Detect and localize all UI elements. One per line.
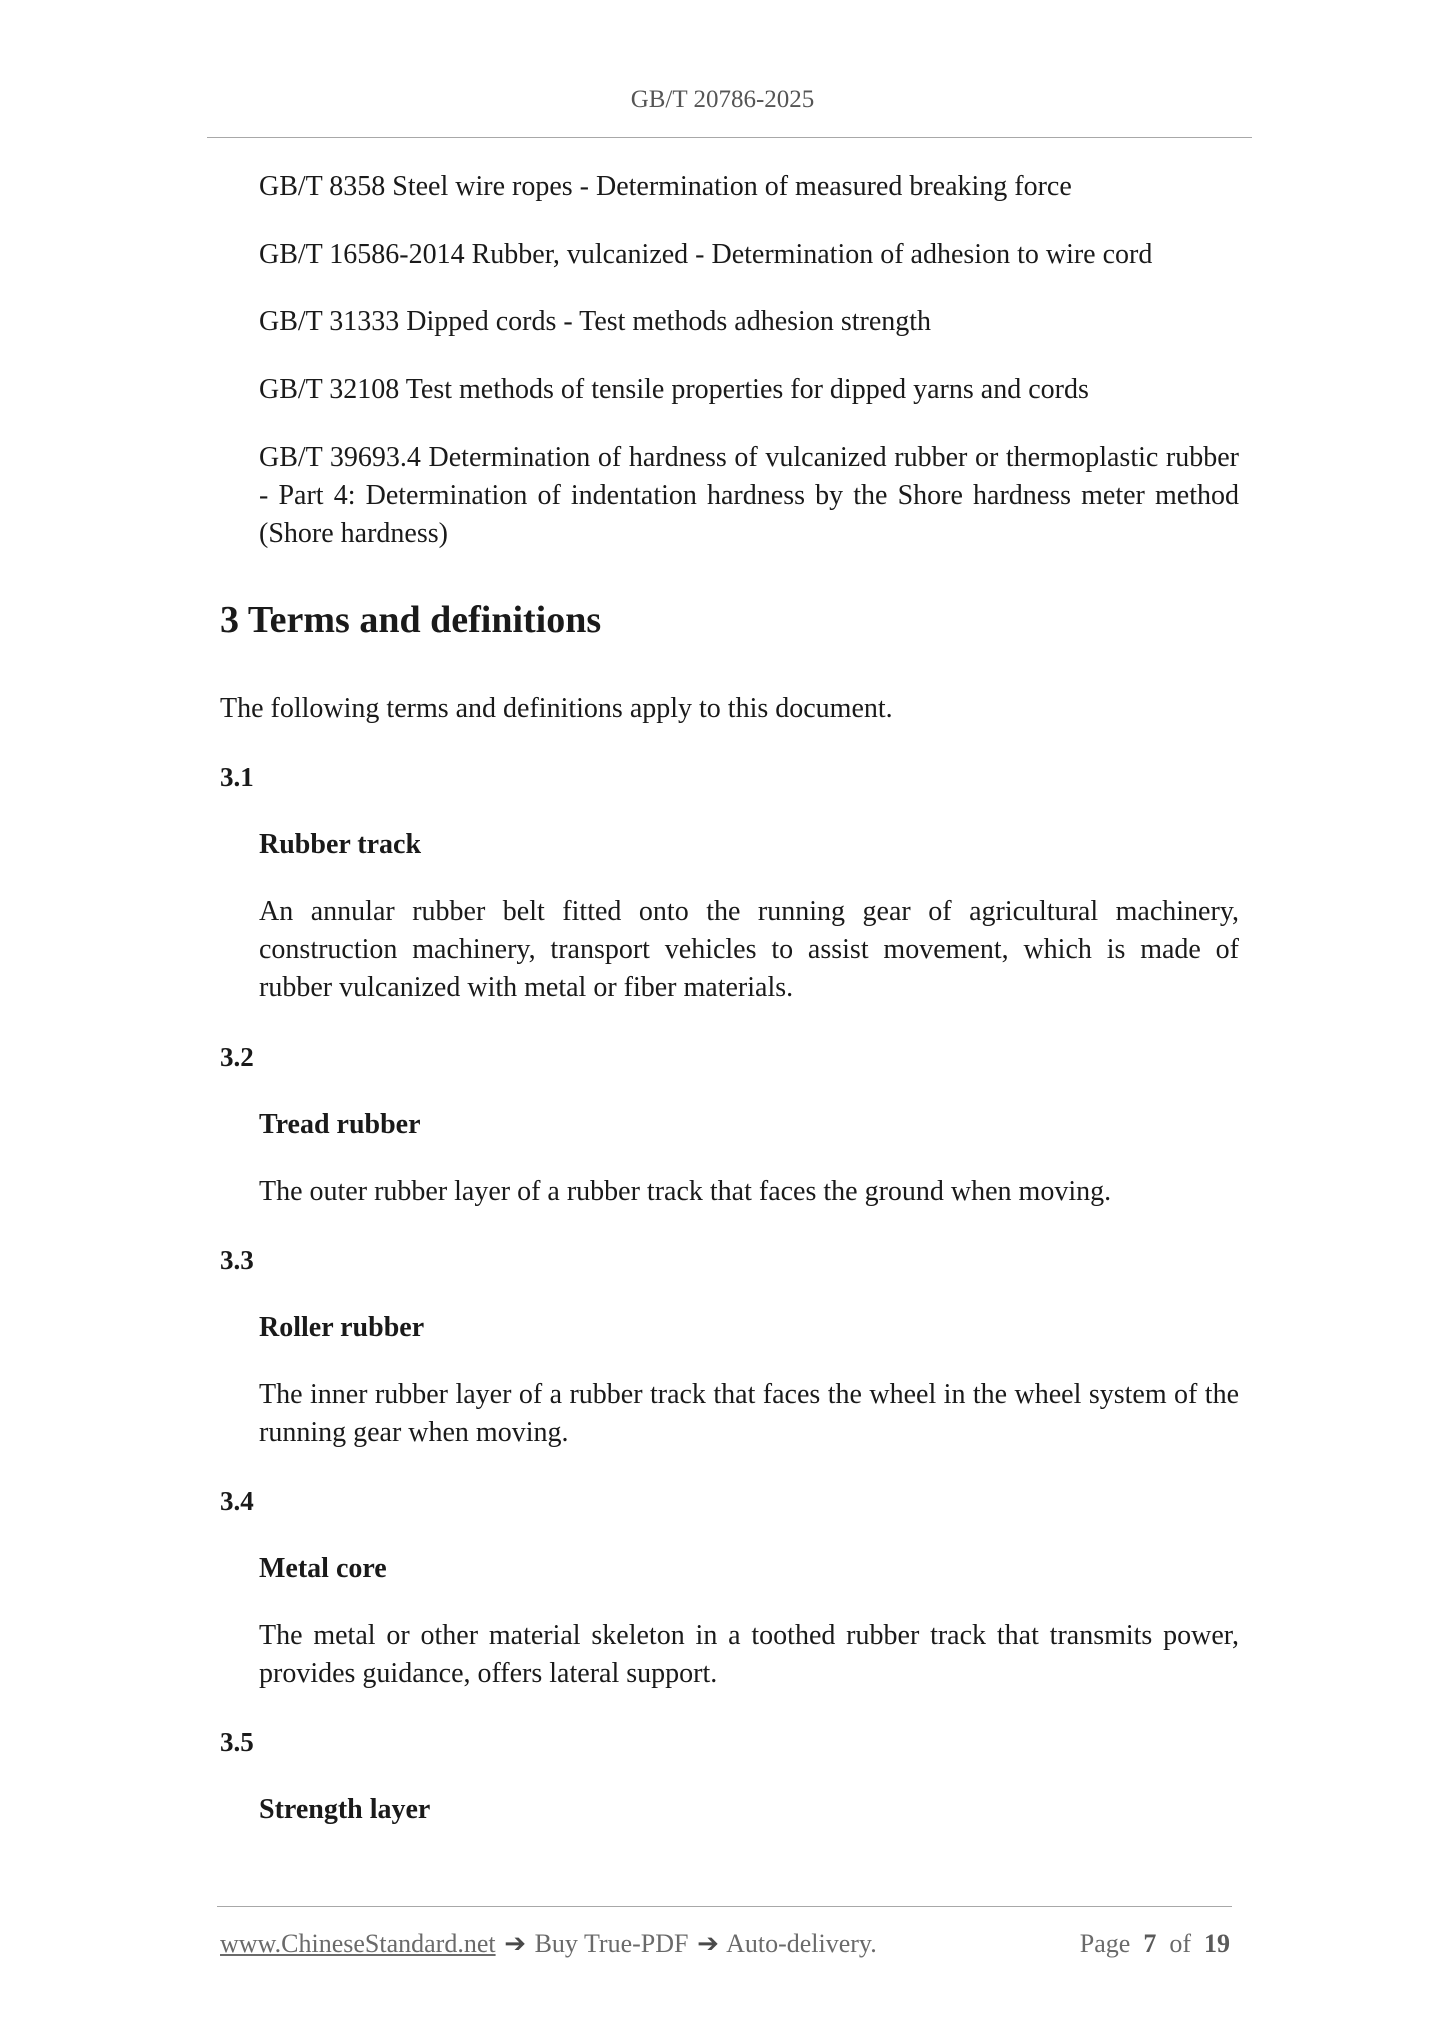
normative-reference: GB/T 8358 Steel wire ropes - Determination of measured breaking force	[259, 171, 1072, 202]
normative-reference: GB/T 39693.4 Determination of hardness of vulcanized rubber or thermoplastic rubber - Part 4: Determination of indentation hardness by the Shore hardness meter method (Shore hardness)	[259, 442, 1239, 549]
section-heading: 3 Terms and definitions	[220, 599, 602, 641]
term-number: 3.1	[220, 762, 254, 792]
total-pages-number: 19	[1204, 1929, 1230, 1958]
term-definition: The inner rubber layer of a rubber track that faces the wheel in the wheel system of the running gear when moving.	[259, 1379, 1239, 1448]
footer-divider	[217, 1906, 1232, 1907]
auto-delivery-text: Auto-delivery.	[726, 1929, 877, 1958]
arrow-right-icon: ➔	[504, 1929, 526, 1958]
page-footer	[220, 1924, 1230, 1964]
term-number: 3.4	[220, 1486, 254, 1516]
term-definition: The metal or other material skeleton in a toothed rubber track that transmits power, provides guidance, offers lateral support.	[259, 1620, 1239, 1689]
site-link[interactable]: www.ChineseStandard.net	[220, 1929, 496, 1958]
buy-pdf-text: Buy True-PDF	[534, 1929, 689, 1958]
term-number: 3.3	[220, 1245, 254, 1275]
term-number: 3.5	[220, 1727, 254, 1757]
term-name: Roller rubber	[259, 1312, 425, 1343]
normative-reference: GB/T 32108 Test methods of tensile properties for dipped yarns and cords	[259, 374, 1089, 405]
section-intro: The following terms and definitions apply to this document.	[220, 693, 893, 724]
header-divider	[207, 137, 1252, 138]
of-word: of	[1169, 1929, 1191, 1958]
current-page-number: 7	[1143, 1929, 1157, 1958]
normative-reference: GB/T 31333 Dipped cords - Test methods adhesion strength	[259, 306, 932, 337]
term-name: Strength layer	[259, 1794, 431, 1825]
document-code-header: GB/T 20786-2025	[630, 86, 815, 113]
normative-reference: GB/T 16586-2014 Rubber, vulcanized - Determination of adhesion to wire cord	[259, 239, 1153, 270]
term-name: Metal core	[259, 1553, 387, 1584]
term-number: 3.2	[220, 1042, 254, 1072]
term-name: Tread rubber	[259, 1109, 421, 1140]
arrow-right-icon: ➔	[697, 1929, 719, 1958]
term-definition: An annular rubber belt fitted onto the running gear of agricultural machinery, construction machinery, transport vehicles to assist movement, which is made of rubber vulcanized with metal or fiber materials.	[259, 896, 1239, 1003]
page-indicator	[1080, 1924, 1230, 1964]
term-definition: The outer rubber layer of a rubber track that faces the ground when moving.	[259, 1176, 1112, 1207]
term-name: Rubber track	[259, 829, 422, 860]
page-word: Page	[1079, 1929, 1131, 1958]
